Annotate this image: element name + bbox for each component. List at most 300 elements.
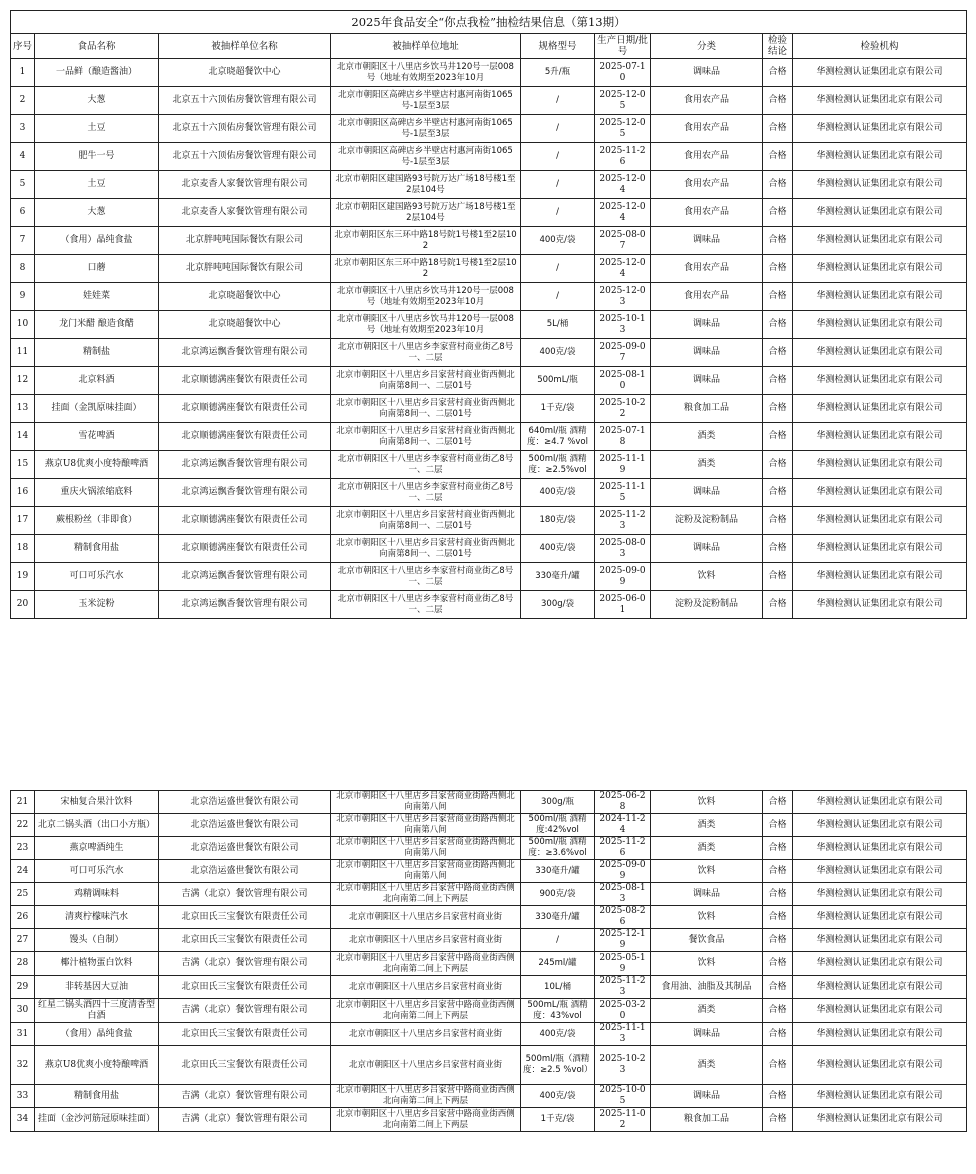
cell-spec: / xyxy=(521,929,595,952)
cell-sampled-unit: 北京浩运盛世餐饮有限公司 xyxy=(159,814,331,837)
cell-sampled-address: 北京市朝阳区十八里店乡李家营村商业街乙8号一、二层 xyxy=(331,591,521,619)
cell-category: 食用农产品 xyxy=(651,115,763,143)
results-table-page-2 xyxy=(10,790,966,1132)
cell-sampled-unit: 北京五十六顶佑房餐饮管理有限公司 xyxy=(159,87,331,115)
cell-sampled-unit: 吉满（北京）餐饮管理有限公司 xyxy=(159,1108,331,1132)
cell-spec: / xyxy=(521,115,595,143)
cell-lab: 华测检测认证集团北京有限公司 xyxy=(793,199,967,227)
cell-sampled-address: 北京市朝阳区十八里店乡吕家营商业街路西侧北向南第八间 xyxy=(331,860,521,883)
cell-result: 合格 xyxy=(763,1108,793,1132)
cell-category: 调味品 xyxy=(651,479,763,507)
cell-category: 调味品 xyxy=(651,311,763,339)
cell-production-date: 2025-12-19 xyxy=(595,929,651,952)
cell-food-name: 土豆 xyxy=(35,115,159,143)
cell-food-name: 北京二锅头酒（出口小方瓶） xyxy=(35,814,159,837)
cell-result: 合格 xyxy=(763,227,793,255)
cell-row-number: 25 xyxy=(11,883,35,906)
cell-spec: 1千克/袋 xyxy=(521,395,595,423)
cell-result: 合格 xyxy=(763,591,793,619)
cell-food-name: 挂面（金凯原味挂面） xyxy=(35,395,159,423)
cell-food-name: 大葱 xyxy=(35,87,159,115)
cell-production-date: 2025-08-07 xyxy=(595,227,651,255)
cell-lab: 华测检测认证集团北京有限公司 xyxy=(793,1085,967,1108)
cell-sampled-unit: 北京晓超餐饮中心 xyxy=(159,283,331,311)
cell-spec: 500ml/瓶（酒精度：≥2.5 %vol） xyxy=(521,1046,595,1085)
cell-food-name: （食用）晶纯食盐 xyxy=(35,227,159,255)
cell-sampled-unit: 北京鸿运飘香餐饮管理有限公司 xyxy=(159,591,331,619)
cell-food-name: 燕京啤酒纯生 xyxy=(35,837,159,860)
table-row xyxy=(11,451,967,479)
table-row xyxy=(11,883,967,906)
cell-row-number: 15 xyxy=(11,451,35,479)
cell-row-number: 31 xyxy=(11,1023,35,1046)
cell-lab: 华测检测认证集团北京有限公司 xyxy=(793,837,967,860)
cell-category: 食用农产品 xyxy=(651,255,763,283)
table-row xyxy=(11,423,967,451)
cell-food-name: 肥牛一号 xyxy=(35,143,159,171)
table-row xyxy=(11,59,967,87)
cell-production-date: 2025-12-04 xyxy=(595,199,651,227)
cell-row-number: 30 xyxy=(11,999,35,1023)
cell-food-name: 娃娃菜 xyxy=(35,283,159,311)
cell-row-number: 3 xyxy=(11,115,35,143)
cell-food-name: 北京料酒 xyxy=(35,367,159,395)
cell-result: 合格 xyxy=(763,423,793,451)
cell-production-date: 2025-11-02 xyxy=(595,1108,651,1132)
table-row xyxy=(11,283,967,311)
cell-sampled-unit: 北京晓超餐饮中心 xyxy=(159,59,331,87)
cell-food-name: 土豆 xyxy=(35,171,159,199)
cell-sampled-address: 北京市朝阳区十八里店乡吕家营商业街路西侧北向南第八间 xyxy=(331,814,521,837)
cell-food-name: 重庆火锅浓缩底料 xyxy=(35,479,159,507)
cell-sampled-unit: 北京鸿运飘香餐饮管理有限公司 xyxy=(159,451,331,479)
cell-result: 合格 xyxy=(763,952,793,976)
cell-result: 合格 xyxy=(763,1085,793,1108)
cell-production-date: 2025-07-10 xyxy=(595,59,651,87)
cell-spec: 400克/袋 xyxy=(521,227,595,255)
cell-sampled-address: 北京市朝阳区十八里店乡李家营村商业街乙8号一、二层 xyxy=(331,451,521,479)
cell-sampled-address: 北京市朝阳区十八里店乡吕家营村商业街 xyxy=(331,976,521,999)
cell-production-date: 2025-08-26 xyxy=(595,906,651,929)
cell-row-number: 8 xyxy=(11,255,35,283)
cell-sampled-address: 北京市朝阳区十八里店乡吕家营中路商业街西侧北向南第二间上下两层 xyxy=(331,1108,521,1132)
cell-result: 合格 xyxy=(763,255,793,283)
cell-category: 酒类 xyxy=(651,423,763,451)
cell-lab: 华测检测认证集团北京有限公司 xyxy=(793,59,967,87)
cell-category: 调味品 xyxy=(651,339,763,367)
cell-category: 调味品 xyxy=(651,883,763,906)
cell-sampled-unit: 北京顺德满座餐饮有限责任公司 xyxy=(159,367,331,395)
cell-sampled-address: 北京市朝阳区高碑店乡半壁店村惠河南街1065号-1层至3层 xyxy=(331,115,521,143)
cell-sampled-unit: 北京鸿运飘香餐饮管理有限公司 xyxy=(159,479,331,507)
cell-food-name: 蕨根粉丝（非即食） xyxy=(35,507,159,535)
cell-lab: 华测检测认证集团北京有限公司 xyxy=(793,171,967,199)
cell-food-name: 雪花啤酒 xyxy=(35,423,159,451)
cell-row-number: 23 xyxy=(11,837,35,860)
cell-sampled-unit: 北京田氏三宝餐饮有限责任公司 xyxy=(159,1023,331,1046)
cell-category: 食用农产品 xyxy=(651,283,763,311)
cell-result: 合格 xyxy=(763,814,793,837)
cell-sampled-unit: 北京鸿运飘香餐饮管理有限公司 xyxy=(159,563,331,591)
cell-result: 合格 xyxy=(763,535,793,563)
cell-sampled-address: 北京市朝阳区东三环中路18号院1号楼1至2层102 xyxy=(331,255,521,283)
table-row xyxy=(11,255,967,283)
cell-lab: 华测检测认证集团北京有限公司 xyxy=(793,952,967,976)
cell-lab: 华测检测认证集团北京有限公司 xyxy=(793,906,967,929)
cell-row-number: 22 xyxy=(11,814,35,837)
table-row xyxy=(11,929,967,952)
cell-production-date: 2025-12-03 xyxy=(595,283,651,311)
cell-category: 酒类 xyxy=(651,814,763,837)
table-row xyxy=(11,143,967,171)
table-row xyxy=(11,199,967,227)
cell-category: 酒类 xyxy=(651,837,763,860)
cell-sampled-address: 北京市朝阳区十八里店乡饮马井120号一层008号（地址有效期至2023年10月 xyxy=(331,311,521,339)
cell-lab: 华测检测认证集团北京有限公司 xyxy=(793,814,967,837)
cell-food-name: 馒头（自制） xyxy=(35,929,159,952)
cell-row-number: 33 xyxy=(11,1085,35,1108)
cell-food-name: 大葱 xyxy=(35,199,159,227)
cell-food-name: 非转基因大豆油 xyxy=(35,976,159,999)
cell-sampled-unit: 北京浩运盛世餐饮有限公司 xyxy=(159,837,331,860)
table-row xyxy=(11,591,967,619)
cell-category: 食用农产品 xyxy=(651,143,763,171)
cell-sampled-address: 北京市朝阳区十八里店乡吕家营村商业街 xyxy=(331,929,521,952)
cell-lab: 华测检测认证集团北京有限公司 xyxy=(793,563,967,591)
cell-row-number: 20 xyxy=(11,591,35,619)
cell-lab: 华测检测认证集团北京有限公司 xyxy=(793,115,967,143)
cell-food-name: （食用）晶纯食盐 xyxy=(35,1023,159,1046)
cell-sampled-address: 北京市朝阳区建国路93号院万达广场18号楼1至2层104号 xyxy=(331,199,521,227)
cell-production-date: 2025-09-09 xyxy=(595,563,651,591)
cell-production-date: 2025-10-22 xyxy=(595,395,651,423)
cell-category: 酒类 xyxy=(651,451,763,479)
cell-sampled-address: 北京市朝阳区十八里店乡李家营村商业街乙8号一、二层 xyxy=(331,339,521,367)
cell-result: 合格 xyxy=(763,929,793,952)
cell-row-number: 26 xyxy=(11,906,35,929)
cell-category: 调味品 xyxy=(651,367,763,395)
cell-spec: 500ml/瓶 酒精度：≥3.6%vol xyxy=(521,837,595,860)
results-table-continued xyxy=(10,790,967,1132)
cell-food-name: 挂面（金沙河筋冠原味挂面） xyxy=(35,1108,159,1132)
cell-food-name: 宋柚复合果汁饮料 xyxy=(35,791,159,814)
cell-result: 合格 xyxy=(763,143,793,171)
cell-sampled-unit: 吉满（北京）餐饮管理有限公司 xyxy=(159,952,331,976)
table-title: 2025年食品安全“你点我检”抽检结果信息（第13期） xyxy=(11,11,967,34)
header-result: 检验结论 xyxy=(763,34,793,59)
cell-spec: 300g/瓶 xyxy=(521,791,595,814)
cell-production-date: 2025-09-09 xyxy=(595,860,651,883)
cell-food-name: 燕京U8优爽小度特酿啤酒 xyxy=(35,1046,159,1085)
cell-production-date: 2025-09-07 xyxy=(595,339,651,367)
table-row xyxy=(11,507,967,535)
table-row xyxy=(11,171,967,199)
cell-lab: 华测检测认证集团北京有限公司 xyxy=(793,929,967,952)
cell-result: 合格 xyxy=(763,860,793,883)
cell-spec: 300g/袋 xyxy=(521,591,595,619)
cell-production-date: 2025-12-05 xyxy=(595,87,651,115)
cell-sampled-address: 北京市朝阳区十八里店乡吕家营村商业街 xyxy=(331,1023,521,1046)
cell-result: 合格 xyxy=(763,87,793,115)
cell-category: 食用农产品 xyxy=(651,87,763,115)
cell-row-number: 29 xyxy=(11,976,35,999)
table-row xyxy=(11,976,967,999)
cell-sampled-address: 北京市朝阳区十八里店乡饮马井120号一层008号（地址有效期至2023年10月 xyxy=(331,59,521,87)
cell-sampled-address: 北京市朝阳区十八里店乡吕家营商业街路西侧北向南第八间 xyxy=(331,837,521,860)
cell-production-date: 2025-11-19 xyxy=(595,451,651,479)
cell-spec: 400克/袋 xyxy=(521,1023,595,1046)
cell-food-name: 玉米淀粉 xyxy=(35,591,159,619)
cell-category: 粮食加工品 xyxy=(651,395,763,423)
cell-spec: / xyxy=(521,87,595,115)
cell-category: 粮食加工品 xyxy=(651,1108,763,1132)
cell-row-number: 1 xyxy=(11,59,35,87)
cell-sampled-unit: 吉满（北京）餐饮管理有限公司 xyxy=(159,999,331,1023)
cell-food-name: 精制食用盐 xyxy=(35,535,159,563)
cell-spec: 1千克/袋 xyxy=(521,1108,595,1132)
cell-production-date: 2025-11-26 xyxy=(595,143,651,171)
table-row xyxy=(11,115,967,143)
cell-sampled-unit: 北京田氏三宝餐饮有限责任公司 xyxy=(159,976,331,999)
cell-spec: 330毫升/罐 xyxy=(521,860,595,883)
cell-food-name: 可口可乐汽水 xyxy=(35,563,159,591)
results-table xyxy=(10,10,967,619)
cell-production-date: 2025-11-23 xyxy=(595,976,651,999)
cell-row-number: 5 xyxy=(11,171,35,199)
cell-category: 酒类 xyxy=(651,999,763,1023)
cell-sampled-unit: 北京顺德满座餐饮有限责任公司 xyxy=(159,535,331,563)
cell-production-date: 2025-08-13 xyxy=(595,883,651,906)
cell-spec: 500ml/瓶 酒精度:42%vol xyxy=(521,814,595,837)
table-row xyxy=(11,1023,967,1046)
cell-sampled-address: 北京市朝阳区十八里店乡吕家营村商业街西侧北向南第8间一、二层01号 xyxy=(331,423,521,451)
cell-result: 合格 xyxy=(763,507,793,535)
cell-production-date: 2025-10-23 xyxy=(595,1046,651,1085)
cell-result: 合格 xyxy=(763,883,793,906)
table-row xyxy=(11,1046,967,1085)
cell-sampled-address: 北京市朝阳区十八里店乡吕家营中路商业街西侧北向南第二间上下两层 xyxy=(331,999,521,1023)
cell-spec: 5升/瓶 xyxy=(521,59,595,87)
table-row xyxy=(11,1085,967,1108)
cell-sampled-address: 北京市朝阳区十八里店乡吕家营中路商业街西侧北向南第二间上下两层 xyxy=(331,1085,521,1108)
cell-category: 食用农产品 xyxy=(651,171,763,199)
cell-sampled-address: 北京市朝阳区十八里店乡吕家营中路商业街西侧北向南第二间上下两层 xyxy=(331,952,521,976)
cell-spec: 330毫升/罐 xyxy=(521,906,595,929)
table-row xyxy=(11,395,967,423)
cell-spec: 5L/桶 xyxy=(521,311,595,339)
cell-food-name: 精制食用盐 xyxy=(35,1085,159,1108)
cell-sampled-unit: 北京顺德满座餐饮有限责任公司 xyxy=(159,423,331,451)
cell-row-number: 21 xyxy=(11,791,35,814)
table-row xyxy=(11,999,967,1023)
cell-category: 淀粉及淀粉制品 xyxy=(651,591,763,619)
cell-sampled-unit: 北京浩运盛世餐饮有限公司 xyxy=(159,860,331,883)
cell-production-date: 2025-12-05 xyxy=(595,115,651,143)
cell-row-number: 18 xyxy=(11,535,35,563)
cell-food-name: 龙门米醋 酿造食醋 xyxy=(35,311,159,339)
cell-result: 合格 xyxy=(763,976,793,999)
cell-lab: 华测检测认证集团北京有限公司 xyxy=(793,791,967,814)
cell-category: 调味品 xyxy=(651,1023,763,1046)
cell-row-number: 16 xyxy=(11,479,35,507)
cell-sampled-address: 北京市朝阳区十八里店乡饮马井120号一层008号（地址有效期至2023年10月 xyxy=(331,283,521,311)
cell-lab: 华测检测认证集团北京有限公司 xyxy=(793,976,967,999)
cell-spec: / xyxy=(521,171,595,199)
cell-lab: 华测检测认证集团北京有限公司 xyxy=(793,860,967,883)
cell-row-number: 27 xyxy=(11,929,35,952)
cell-spec: 640ml/瓶 酒精度：≥4.7 %vol xyxy=(521,423,595,451)
table-row xyxy=(11,339,967,367)
cell-production-date: 2025-12-04 xyxy=(595,171,651,199)
cell-lab: 华测检测认证集团北京有限公司 xyxy=(793,451,967,479)
cell-production-date: 2025-08-03 xyxy=(595,535,651,563)
cell-row-number: 19 xyxy=(11,563,35,591)
cell-production-date: 2025-11-26 xyxy=(595,837,651,860)
table-row xyxy=(11,791,967,814)
cell-production-date: 2025-05-19 xyxy=(595,952,651,976)
cell-sampled-address: 北京市朝阳区十八里店乡吕家营村商业街 xyxy=(331,1046,521,1085)
cell-spec: / xyxy=(521,283,595,311)
cell-lab: 华测检测认证集团北京有限公司 xyxy=(793,395,967,423)
cell-lab: 华测检测认证集团北京有限公司 xyxy=(793,283,967,311)
cell-lab: 华测检测认证集团北京有限公司 xyxy=(793,143,967,171)
cell-food-name: 口蘑 xyxy=(35,255,159,283)
cell-sampled-unit: 北京顺德满座餐饮有限责任公司 xyxy=(159,507,331,535)
cell-lab: 华测检测认证集团北京有限公司 xyxy=(793,87,967,115)
cell-result: 合格 xyxy=(763,563,793,591)
cell-food-name: 椰汁植物蛋白饮料 xyxy=(35,952,159,976)
results-table-page-1 xyxy=(10,10,966,619)
cell-row-number: 6 xyxy=(11,199,35,227)
cell-sampled-address: 北京市朝阳区东三环中路18号院1号楼1至2层102 xyxy=(331,227,521,255)
cell-category: 饮料 xyxy=(651,563,763,591)
cell-sampled-unit: 北京浩运盛世餐饮有限公司 xyxy=(159,791,331,814)
cell-food-name: 一品鲜（酿造酱油） xyxy=(35,59,159,87)
cell-category: 调味品 xyxy=(651,1085,763,1108)
header-row xyxy=(11,34,967,59)
cell-result: 合格 xyxy=(763,906,793,929)
cell-lab: 华测检测认证集团北京有限公司 xyxy=(793,1023,967,1046)
cell-category: 饮料 xyxy=(651,791,763,814)
header-sampled-unit: 被抽样单位名称 xyxy=(159,34,331,59)
cell-row-number: 14 xyxy=(11,423,35,451)
cell-result: 合格 xyxy=(763,837,793,860)
table-row xyxy=(11,87,967,115)
cell-production-date: 2025-11-23 xyxy=(595,507,651,535)
cell-sampled-unit: 北京顺德满座餐饮有限责任公司 xyxy=(159,395,331,423)
cell-food-name: 红星二锅头酒四十三度清香型白酒 xyxy=(35,999,159,1023)
cell-spec: 500mL/瓶 酒精度：43%vol xyxy=(521,999,595,1023)
cell-result: 合格 xyxy=(763,115,793,143)
cell-result: 合格 xyxy=(763,283,793,311)
cell-spec: / xyxy=(521,199,595,227)
cell-food-name: 可口可乐汽水 xyxy=(35,860,159,883)
cell-sampled-unit: 北京麦香人家餐饮管理有限公司 xyxy=(159,199,331,227)
cell-production-date: 2025-08-10 xyxy=(595,367,651,395)
cell-sampled-address: 北京市朝阳区十八里店乡吕家营中路商业街西侧北向南第二间上下两层 xyxy=(331,883,521,906)
cell-category: 餐饮食品 xyxy=(651,929,763,952)
cell-lab: 华测检测认证集团北京有限公司 xyxy=(793,255,967,283)
cell-row-number: 12 xyxy=(11,367,35,395)
cell-lab: 华测检测认证集团北京有限公司 xyxy=(793,479,967,507)
cell-sampled-unit: 北京五十六顶佑房餐饮管理有限公司 xyxy=(159,143,331,171)
header-food-name: 食品名称 xyxy=(35,34,159,59)
cell-category: 调味品 xyxy=(651,227,763,255)
cell-sampled-unit: 北京田氏三宝餐饮有限责任公司 xyxy=(159,1046,331,1085)
cell-spec: 400克/袋 xyxy=(521,1085,595,1108)
cell-category: 饮料 xyxy=(651,906,763,929)
cell-row-number: 13 xyxy=(11,395,35,423)
cell-production-date: 2025-07-18 xyxy=(595,423,651,451)
cell-production-date: 2025-06-28 xyxy=(595,791,651,814)
header-category: 分类 xyxy=(651,34,763,59)
cell-category: 食用农产品 xyxy=(651,199,763,227)
cell-sampled-address: 北京市朝阳区高碑店乡半壁店村惠河南街1065号-1层至3层 xyxy=(331,143,521,171)
cell-spec: 330毫升/罐 xyxy=(521,563,595,591)
cell-sampled-address: 北京市朝阳区建国路93号院万达广场18号楼1至2层104号 xyxy=(331,171,521,199)
cell-lab: 华测检测认证集团北京有限公司 xyxy=(793,535,967,563)
cell-result: 合格 xyxy=(763,451,793,479)
cell-sampled-unit: 北京胖吨吨国际餐饮有限公司 xyxy=(159,255,331,283)
header-lab: 检验机构 xyxy=(793,34,967,59)
cell-lab: 华测检测认证集团北京有限公司 xyxy=(793,423,967,451)
cell-sampled-unit: 北京胖吨吨国际餐饮有限公司 xyxy=(159,227,331,255)
cell-spec: 500mL/瓶 xyxy=(521,367,595,395)
cell-lab: 华测检测认证集团北京有限公司 xyxy=(793,367,967,395)
cell-result: 合格 xyxy=(763,1023,793,1046)
header-no: 序号 xyxy=(11,34,35,59)
cell-production-date: 2025-06-01 xyxy=(595,591,651,619)
table-row xyxy=(11,311,967,339)
cell-production-date: 2025-12-04 xyxy=(595,255,651,283)
cell-spec: 180克/袋 xyxy=(521,507,595,535)
cell-food-name: 燕京U8优爽小度特酿啤酒 xyxy=(35,451,159,479)
table-row xyxy=(11,479,967,507)
cell-row-number: 17 xyxy=(11,507,35,535)
table-row xyxy=(11,1108,967,1132)
cell-sampled-unit: 北京五十六顶佑房餐饮管理有限公司 xyxy=(159,115,331,143)
table-row xyxy=(11,367,967,395)
cell-production-date: 2025-11-13 xyxy=(595,1023,651,1046)
cell-category: 酒类 xyxy=(651,1046,763,1085)
cell-row-number: 9 xyxy=(11,283,35,311)
cell-result: 合格 xyxy=(763,199,793,227)
cell-lab: 华测检测认证集团北京有限公司 xyxy=(793,883,967,906)
cell-sampled-address: 北京市朝阳区十八里店乡李家营村商业街乙8号一、二层 xyxy=(331,563,521,591)
cell-sampled-address: 北京市朝阳区高碑店乡半壁店村惠河南街1065号-1层至3层 xyxy=(331,87,521,115)
cell-food-name: 清爽柠檬味汽水 xyxy=(35,906,159,929)
cell-sampled-unit: 北京田氏三宝餐饮有限责任公司 xyxy=(159,906,331,929)
cell-food-name: 精制盐 xyxy=(35,339,159,367)
cell-row-number: 4 xyxy=(11,143,35,171)
cell-result: 合格 xyxy=(763,311,793,339)
cell-food-name: 鸡精调味料 xyxy=(35,883,159,906)
cell-row-number: 34 xyxy=(11,1108,35,1132)
cell-result: 合格 xyxy=(763,395,793,423)
cell-spec: 500ml/瓶 酒精度：≥2.5%vol xyxy=(521,451,595,479)
cell-result: 合格 xyxy=(763,367,793,395)
cell-sampled-unit: 北京麦香人家餐饮管理有限公司 xyxy=(159,171,331,199)
cell-production-date: 2025-11-15 xyxy=(595,479,651,507)
cell-sampled-unit: 北京鸿运飘香餐饮管理有限公司 xyxy=(159,339,331,367)
cell-sampled-address: 北京市朝阳区十八里店乡吕家营村商业街西侧北向南第8间一、二层01号 xyxy=(331,367,521,395)
cell-sampled-unit: 北京田氏三宝餐饮有限责任公司 xyxy=(159,929,331,952)
cell-row-number: 2 xyxy=(11,87,35,115)
header-spec: 规格型号 xyxy=(521,34,595,59)
cell-result: 合格 xyxy=(763,171,793,199)
cell-lab: 华测检测认证集团北京有限公司 xyxy=(793,227,967,255)
cell-result: 合格 xyxy=(763,999,793,1023)
